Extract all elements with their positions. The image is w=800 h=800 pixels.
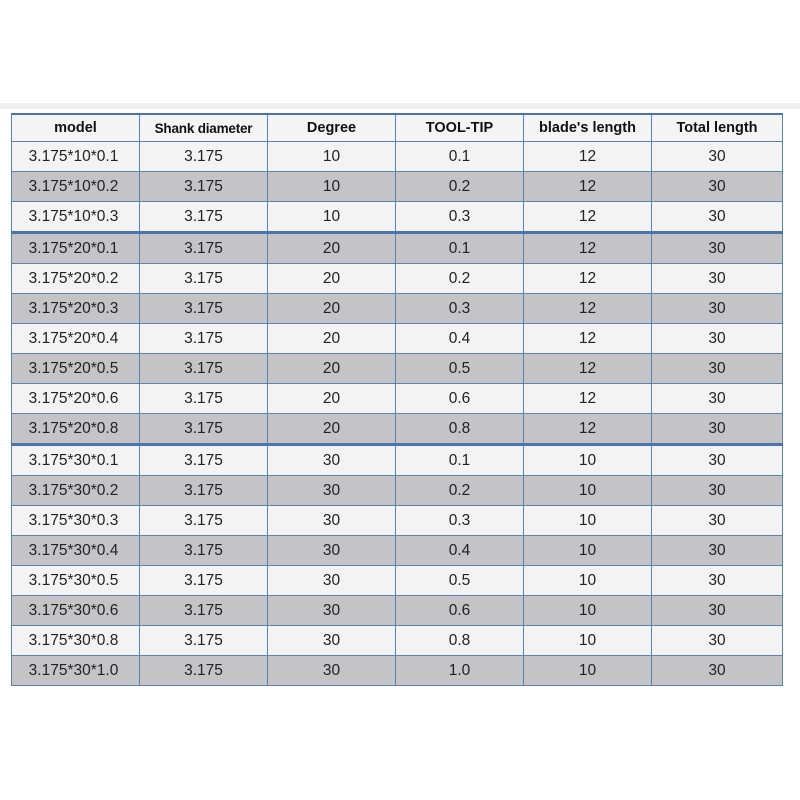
cell-tool-tip: 0.3	[396, 202, 524, 233]
cell-degree: 30	[268, 476, 396, 506]
cell-blade-length: 12	[524, 384, 652, 414]
spec-table	[11, 113, 783, 686]
cell-shank-diameter: 3.175	[140, 626, 268, 656]
cell-shank-diameter: 3.175	[140, 566, 268, 596]
top-whitespace	[0, 0, 800, 103]
cell-shank-diameter: 3.175	[140, 656, 268, 686]
table-row	[12, 445, 783, 476]
cell-tool-tip: 0.3	[396, 294, 524, 324]
cell-blade-length: 10	[524, 476, 652, 506]
cell-shank-diameter: 3.175	[140, 324, 268, 354]
cell-total-length: 30	[652, 142, 783, 172]
cell-model: 3.175*30*0.8	[12, 626, 140, 656]
cell-model: 3.175*30*0.1	[12, 445, 140, 476]
table-row	[12, 596, 783, 626]
cell-blade-length: 12	[524, 354, 652, 384]
table-header	[12, 114, 783, 142]
table-row	[12, 656, 783, 686]
cell-total-length: 30	[652, 445, 783, 476]
table-row	[12, 264, 783, 294]
cell-degree: 30	[268, 506, 396, 536]
cell-degree: 30	[268, 626, 396, 656]
cell-blade-length: 10	[524, 596, 652, 626]
table-row	[12, 384, 783, 414]
cell-total-length: 30	[652, 414, 783, 445]
cell-model: 3.175*30*0.2	[12, 476, 140, 506]
cell-model: 3.175*20*0.1	[12, 233, 140, 264]
cell-degree: 10	[268, 202, 396, 233]
cell-blade-length: 10	[524, 536, 652, 566]
table-row	[12, 476, 783, 506]
cell-degree: 20	[268, 233, 396, 264]
cell-tool-tip: 0.4	[396, 536, 524, 566]
cell-tool-tip: 0.2	[396, 264, 524, 294]
cell-tool-tip: 0.4	[396, 324, 524, 354]
cell-tool-tip: 0.5	[396, 354, 524, 384]
header-shank-diameter: Shank diameter	[140, 114, 268, 142]
cell-total-length: 30	[652, 506, 783, 536]
cell-tool-tip: 0.5	[396, 566, 524, 596]
cell-shank-diameter: 3.175	[140, 202, 268, 233]
cell-tool-tip: 0.2	[396, 476, 524, 506]
cell-shank-diameter: 3.175	[140, 142, 268, 172]
cell-model: 3.175*30*0.5	[12, 566, 140, 596]
table-row	[12, 566, 783, 596]
cell-blade-length: 12	[524, 414, 652, 445]
cell-total-length: 30	[652, 476, 783, 506]
cell-degree: 10	[268, 172, 396, 202]
cell-blade-length: 10	[524, 445, 652, 476]
cell-total-length: 30	[652, 264, 783, 294]
table-row	[12, 324, 783, 354]
header-total-length: Total length	[652, 114, 783, 142]
cell-tool-tip: 0.1	[396, 142, 524, 172]
cell-total-length: 30	[652, 324, 783, 354]
cell-model: 3.175*20*0.3	[12, 294, 140, 324]
cell-total-length: 30	[652, 233, 783, 264]
cell-blade-length: 12	[524, 142, 652, 172]
table-row	[12, 626, 783, 656]
cell-shank-diameter: 3.175	[140, 233, 268, 264]
table-row	[12, 202, 783, 233]
cell-model: 3.175*20*0.4	[12, 324, 140, 354]
cell-tool-tip: 0.2	[396, 172, 524, 202]
cell-shank-diameter: 3.175	[140, 506, 268, 536]
cell-tool-tip: 0.1	[396, 233, 524, 264]
cell-blade-length: 12	[524, 264, 652, 294]
cell-degree: 30	[268, 445, 396, 476]
cell-shank-diameter: 3.175	[140, 354, 268, 384]
cell-degree: 20	[268, 414, 396, 445]
cell-shank-diameter: 3.175	[140, 476, 268, 506]
cell-shank-diameter: 3.175	[140, 414, 268, 445]
cell-blade-length: 12	[524, 233, 652, 264]
cell-total-length: 30	[652, 354, 783, 384]
cell-tool-tip: 0.6	[396, 596, 524, 626]
table-row	[12, 294, 783, 324]
header-degree: Degree	[268, 114, 396, 142]
image-edge	[0, 103, 800, 109]
cell-model: 3.175*20*0.8	[12, 414, 140, 445]
cell-degree: 20	[268, 384, 396, 414]
cell-tool-tip: 0.8	[396, 626, 524, 656]
cell-blade-length: 10	[524, 566, 652, 596]
table-row	[12, 172, 783, 202]
cell-shank-diameter: 3.175	[140, 172, 268, 202]
cell-shank-diameter: 3.175	[140, 294, 268, 324]
cell-total-length: 30	[652, 626, 783, 656]
cell-shank-diameter: 3.175	[140, 596, 268, 626]
cell-degree: 30	[268, 536, 396, 566]
cell-tool-tip: 0.6	[396, 384, 524, 414]
cell-model: 3.175*30*1.0	[12, 656, 140, 686]
cell-blade-length: 12	[524, 202, 652, 233]
cell-total-length: 30	[652, 656, 783, 686]
cell-tool-tip: 0.1	[396, 445, 524, 476]
cell-degree: 20	[268, 324, 396, 354]
cell-model: 3.175*30*0.6	[12, 596, 140, 626]
cell-model: 3.175*30*0.4	[12, 536, 140, 566]
table-body	[12, 142, 783, 686]
cell-total-length: 30	[652, 172, 783, 202]
cell-total-length: 30	[652, 384, 783, 414]
cell-total-length: 30	[652, 294, 783, 324]
cell-total-length: 30	[652, 202, 783, 233]
table-row	[12, 506, 783, 536]
table-row	[12, 536, 783, 566]
cell-degree: 20	[268, 354, 396, 384]
cell-degree: 30	[268, 566, 396, 596]
header-row	[12, 114, 783, 142]
cell-total-length: 30	[652, 566, 783, 596]
cell-total-length: 30	[652, 536, 783, 566]
table-row	[12, 414, 783, 445]
cell-shank-diameter: 3.175	[140, 384, 268, 414]
header-blade-length: blade's length	[524, 114, 652, 142]
cell-total-length: 30	[652, 596, 783, 626]
table-row	[12, 142, 783, 172]
cell-model: 3.175*10*0.2	[12, 172, 140, 202]
cell-degree: 20	[268, 264, 396, 294]
cell-model: 3.175*20*0.2	[12, 264, 140, 294]
cell-blade-length: 10	[524, 626, 652, 656]
cell-degree: 30	[268, 596, 396, 626]
cell-blade-length: 10	[524, 506, 652, 536]
cell-tool-tip: 0.8	[396, 414, 524, 445]
cell-model: 3.175*20*0.6	[12, 384, 140, 414]
cell-degree: 30	[268, 656, 396, 686]
cell-tool-tip: 0.3	[396, 506, 524, 536]
cell-model: 3.175*10*0.3	[12, 202, 140, 233]
cell-shank-diameter: 3.175	[140, 264, 268, 294]
cell-shank-diameter: 3.175	[140, 536, 268, 566]
cell-degree: 20	[268, 294, 396, 324]
cell-shank-diameter: 3.175	[140, 445, 268, 476]
cell-blade-length: 12	[524, 324, 652, 354]
header-model: model	[12, 114, 140, 142]
cell-model: 3.175*10*0.1	[12, 142, 140, 172]
cell-model: 3.175*30*0.3	[12, 506, 140, 536]
header-tool-tip: TOOL-TIP	[396, 114, 524, 142]
cell-model: 3.175*20*0.5	[12, 354, 140, 384]
cell-blade-length: 10	[524, 656, 652, 686]
cell-tool-tip: 1.0	[396, 656, 524, 686]
cell-blade-length: 12	[524, 172, 652, 202]
cell-degree: 10	[268, 142, 396, 172]
cell-blade-length: 12	[524, 294, 652, 324]
table-row	[12, 233, 783, 264]
table-row	[12, 354, 783, 384]
